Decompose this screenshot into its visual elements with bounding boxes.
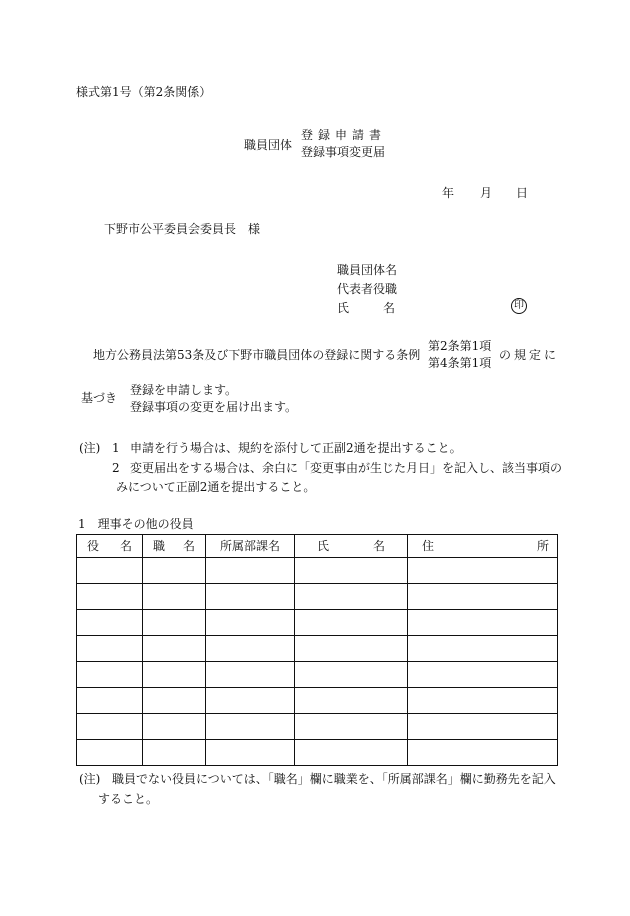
title-registration-application: 登録申請書 [301, 128, 387, 142]
header-char: 役 [87, 538, 100, 553]
table-cell[interactable] [206, 662, 295, 688]
note2-text-cont: すること。 [98, 792, 159, 806]
table-cell[interactable] [408, 584, 558, 610]
table-cell[interactable] [206, 558, 295, 584]
table-cell[interactable] [408, 636, 558, 662]
header-char: 氏 [317, 538, 330, 553]
officers-table [76, 534, 558, 766]
table-cell[interactable] [143, 558, 206, 584]
name-label-second-char: 名 [383, 301, 396, 315]
table-cell[interactable] [295, 584, 408, 610]
table-row [77, 636, 558, 662]
header-char: 名 [182, 538, 195, 553]
table-cell[interactable] [295, 688, 408, 714]
table-cell[interactable] [77, 610, 143, 636]
title-organization: 職員団体 [244, 138, 293, 152]
table-cell[interactable] [295, 662, 408, 688]
table-cell[interactable] [206, 584, 295, 610]
table-cell[interactable] [77, 714, 143, 740]
section-title: 1 理事その他の役員 [78, 517, 194, 531]
note-item-number-2: 2 [112, 461, 120, 475]
table-cell[interactable] [295, 636, 408, 662]
table-cell[interactable] [408, 688, 558, 714]
table-cell[interactable] [206, 740, 295, 766]
note-item-number-1: 1 [112, 441, 120, 455]
rep-title-label: 代表者役職 [337, 282, 398, 296]
form-number: 様式第1号（第2条関係） [76, 85, 212, 99]
table-row [77, 558, 558, 584]
header-char: 所 [536, 538, 549, 553]
note2-text: 職員でない役員については、「職名」欄に職業を、「所属部課名」欄に勤務先を記入 [112, 772, 556, 786]
table-row [77, 662, 558, 688]
table-cell[interactable] [77, 584, 143, 610]
table-cell[interactable] [295, 740, 408, 766]
table-cell[interactable] [77, 740, 143, 766]
table-cell[interactable] [143, 584, 206, 610]
table-cell[interactable] [408, 714, 558, 740]
table-cell[interactable] [143, 714, 206, 740]
table-cell[interactable] [408, 662, 558, 688]
table-cell[interactable] [77, 662, 143, 688]
header-char: 住 [422, 538, 435, 553]
org-name-label: 職員団体名 [337, 263, 398, 277]
table-row [77, 584, 558, 610]
table-body [77, 558, 558, 766]
law-reference: 地方公務員法第53条及び下野市職員団体の登録に関する条例 [93, 348, 421, 362]
table-cell[interactable] [143, 636, 206, 662]
table-row [77, 740, 558, 766]
table-cell[interactable] [143, 688, 206, 714]
date-month-label: 月 [480, 186, 493, 200]
header-department [206, 535, 295, 558]
table-row [77, 714, 558, 740]
table-cell[interactable] [143, 740, 206, 766]
table-cell[interactable] [408, 740, 558, 766]
date-year-label: 年 [442, 186, 455, 200]
table-cell[interactable] [77, 636, 143, 662]
note-item-text-2-cont: みについて正副2通を提出すること。 [116, 480, 316, 494]
table-cell[interactable] [206, 610, 295, 636]
table-cell[interactable] [77, 558, 143, 584]
table-cell[interactable] [143, 662, 206, 688]
table-cell[interactable] [206, 688, 295, 714]
title-change-notification: 登録事項変更届 [301, 145, 386, 159]
table-cell[interactable] [408, 558, 558, 584]
table-cell[interactable] [295, 714, 408, 740]
name-label-first-char: 氏 [337, 301, 350, 315]
note-mark: (注) [79, 441, 101, 455]
date-day-label: 日 [516, 186, 529, 200]
header-position [143, 535, 206, 558]
table-row [77, 688, 558, 714]
law-article-option-2: 第4条第1項 [428, 356, 492, 370]
header-address [408, 535, 558, 558]
header-char: 名 [372, 538, 385, 553]
note2-mark: (注) [79, 772, 101, 786]
addressee: 下野市公平委員会委員長 様 [104, 222, 261, 236]
table-cell[interactable] [206, 714, 295, 740]
basis-option-apply: 登録を申請します。 [130, 383, 238, 397]
table-cell[interactable] [206, 636, 295, 662]
note-item-text-2: 変更届出をする場合は、余白に「変更事由が生じた月日」を記入し、該当事項の [130, 461, 563, 475]
table-cell[interactable] [143, 610, 206, 636]
table-cell[interactable] [408, 610, 558, 636]
header-char: 職 [153, 538, 166, 553]
law-reference-tail: の規定に [499, 348, 560, 362]
basis-label: 基づき [81, 391, 118, 405]
law-article-option-1: 第2条第1項 [428, 339, 492, 353]
seal-icon: 印 [511, 298, 527, 314]
table-row [77, 610, 558, 636]
table-header-row [77, 535, 558, 558]
table-cell[interactable] [77, 688, 143, 714]
table-cell[interactable] [295, 610, 408, 636]
note-item-text-1: 申請を行う場合は、規約を添付して正副2通を提出すること。 [130, 441, 462, 455]
header-title [77, 535, 143, 558]
header-char: 名 [119, 538, 132, 553]
table-cell[interactable] [295, 558, 408, 584]
basis-option-notify: 登録事項の変更を届け出ます。 [130, 400, 298, 414]
header-text: 所属部課名 [219, 538, 280, 553]
header-name [295, 535, 408, 558]
